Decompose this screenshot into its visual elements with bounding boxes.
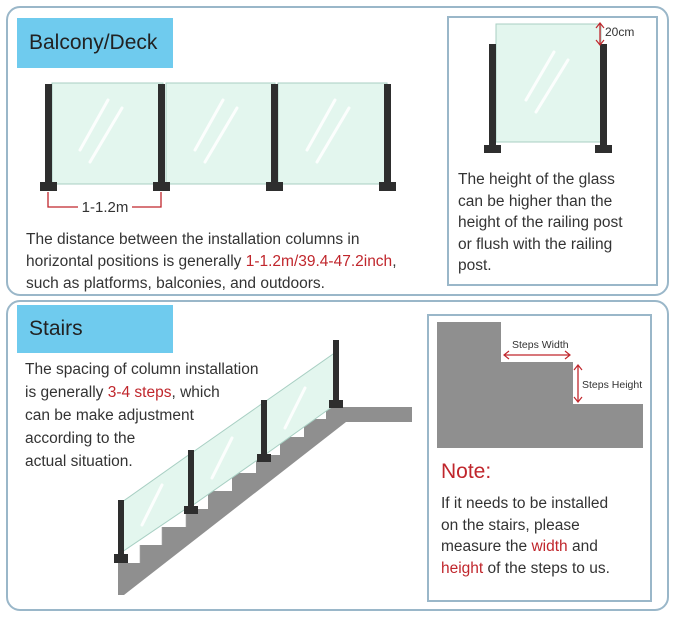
stairs-desc-line2-a: is generally <box>25 384 108 401</box>
stairs-note <box>441 493 651 579</box>
post-base <box>379 182 396 191</box>
railing-post <box>271 84 278 184</box>
railing-post <box>45 84 52 184</box>
note-title: Note: <box>441 460 492 483</box>
balcony-desc-line2-b: , <box>392 253 397 270</box>
stairs-note-line3-a: measure the <box>441 538 532 555</box>
height-label: 20cm <box>605 25 635 39</box>
post-base <box>595 145 612 153</box>
post-base <box>114 554 128 563</box>
width-highlight: width <box>531 538 568 555</box>
railing-post <box>489 44 496 146</box>
balcony-desc-line2 <box>26 251 436 273</box>
stairs-desc-line2-b: , which <box>171 384 220 401</box>
stairs-description <box>25 358 325 473</box>
balcony-railing-diagram <box>30 80 410 215</box>
stairs-desc-line1: The spacing of column installation <box>25 361 259 378</box>
stairs-note-line4-b: of the steps to us. <box>483 559 610 577</box>
stairs-note-line3-b: and <box>567 538 598 555</box>
height-highlight: height <box>441 559 484 577</box>
railing-post <box>600 44 607 146</box>
post-base <box>266 182 283 191</box>
stairs-note-line4 <box>441 558 651 580</box>
balcony-desc-line1: The distance between the installation columns in <box>26 231 360 248</box>
step-measure-diagram <box>437 322 643 450</box>
stairs-title-text: Stairs <box>29 317 83 340</box>
railing-post <box>384 84 391 184</box>
balcony-title <box>17 18 173 68</box>
railing-post <box>333 340 339 402</box>
stairs-spacing-highlight: 3-4 steps <box>107 384 172 401</box>
glass-note-line3: height of the railing post <box>458 214 623 231</box>
glass-height-diagram <box>478 22 648 157</box>
glass-note-line1: The height of the glass <box>458 171 615 188</box>
stairs-desc-line4: according to the <box>25 430 136 447</box>
railing-post <box>158 84 165 184</box>
stairs-desc-line3: can be make adjustment <box>25 407 194 424</box>
balcony-description <box>26 229 436 295</box>
stairs-note-line3 <box>441 536 651 558</box>
post-base <box>40 182 57 191</box>
glass-panel <box>496 24 601 142</box>
steps-width-label: Steps Width <box>512 339 569 351</box>
glass-note-line5: post. <box>458 257 492 274</box>
glass-note-line2: can be higher than the <box>458 192 613 210</box>
post-base <box>484 145 501 153</box>
steps-height-label: Steps Height <box>582 379 643 391</box>
glass-height-note <box>458 169 658 277</box>
span-label: 1-1.2m <box>81 199 129 215</box>
stairs-desc-line2 <box>25 381 325 404</box>
stairs-desc-line5: actual situation. <box>25 453 133 470</box>
railing-post <box>118 500 124 556</box>
post-base <box>329 400 343 408</box>
glass-note-line4: or flush with the railing <box>458 235 613 253</box>
balcony-title-text: Balcony/Deck <box>29 31 158 54</box>
balcony-desc-line2-a: horizontal positions is generally <box>26 253 246 270</box>
balcony-distance-highlight: 1-1.2m/39.4-47.2inch <box>245 253 393 270</box>
balcony-desc-line3: such as platforms, balconies, and outdoors. <box>26 275 325 292</box>
stairs-note-line1: If it needs to be installed <box>441 495 609 512</box>
post-base <box>184 506 198 514</box>
stairs-note-line2: on the stairs, please <box>441 516 580 534</box>
post-base <box>153 182 170 191</box>
